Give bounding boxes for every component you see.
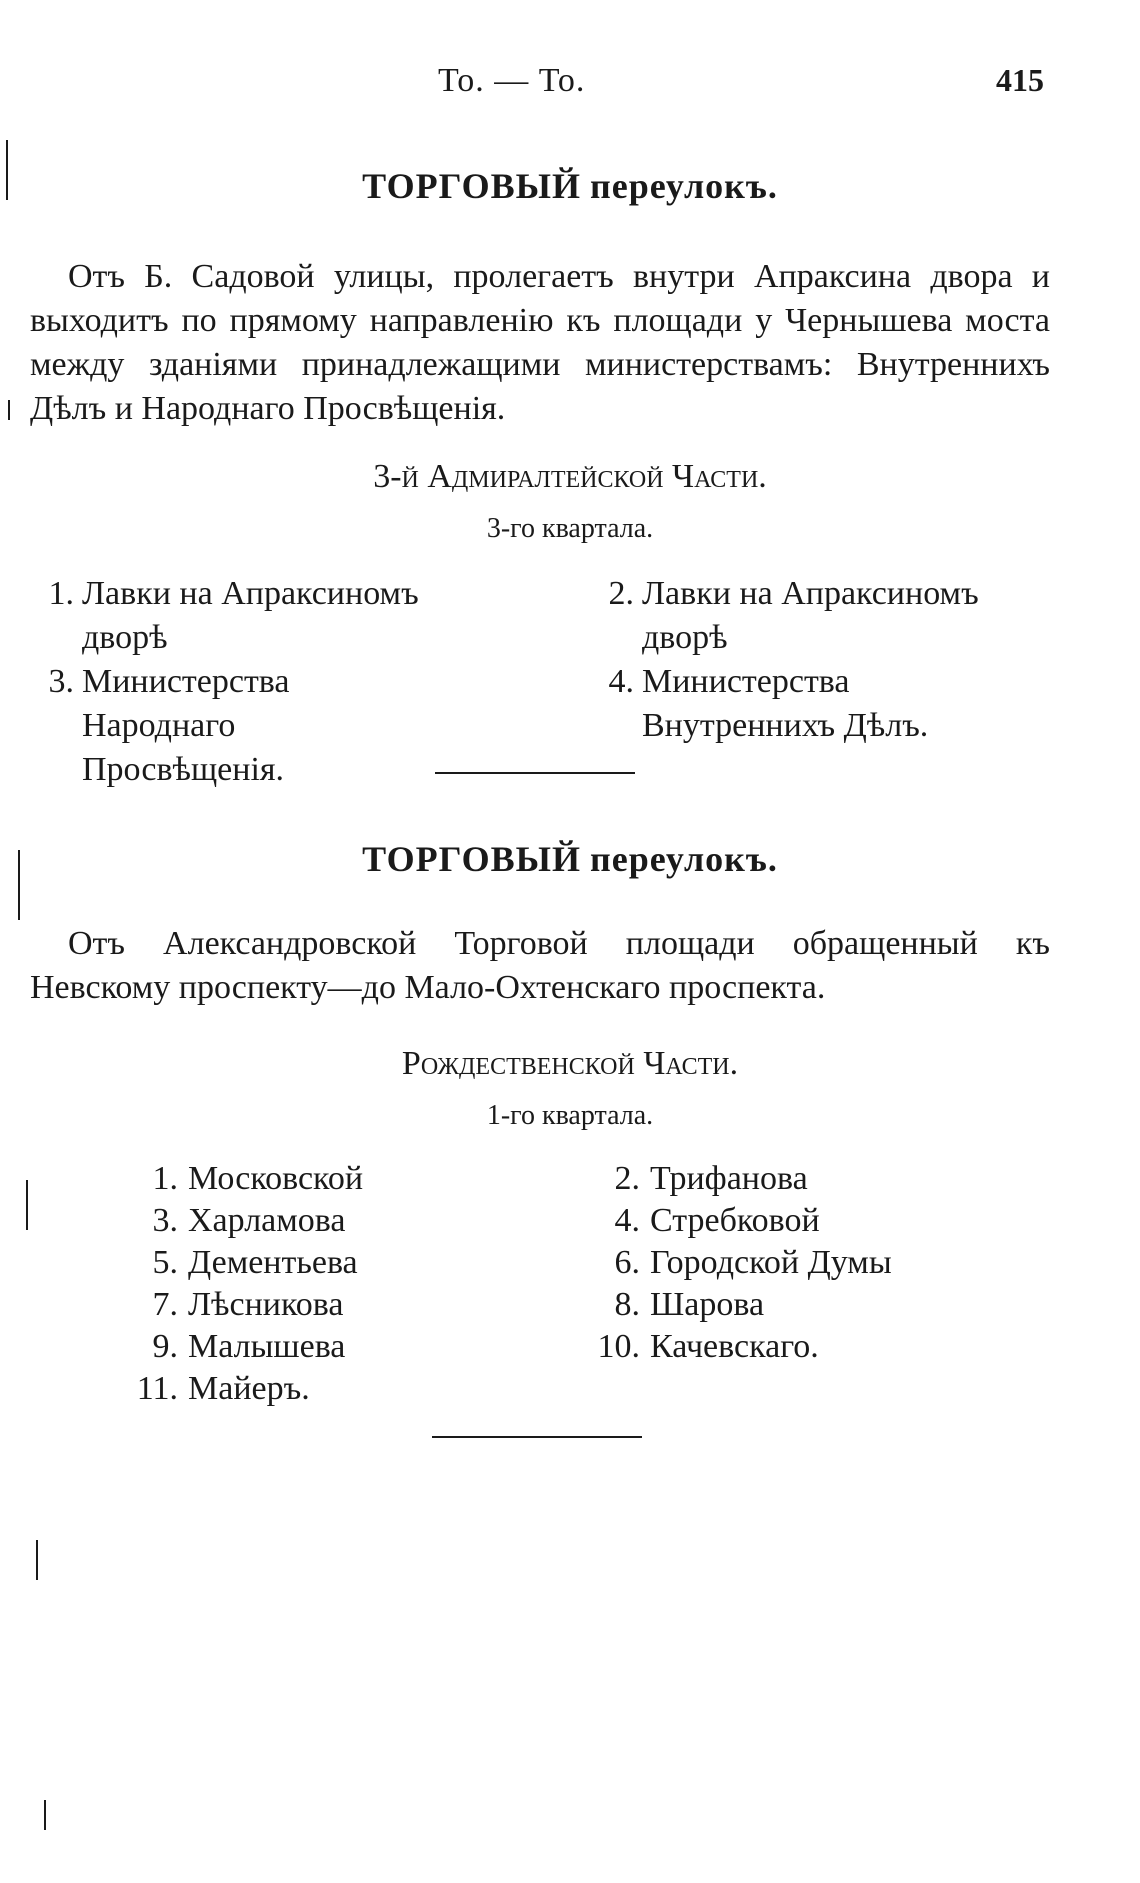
list-item [30, 660, 442, 792]
list-item-number: 3. [152, 1202, 178, 1239]
list-item-number: 11. [136, 1370, 178, 1407]
section2-title-bold: ТОРГОВЫЙ [362, 839, 582, 879]
list-item-text: Майеръ. [188, 1370, 310, 1407]
section1-title-bold: ТОРГОВЫЙ [362, 166, 582, 206]
list-item-number: 6. [614, 1244, 640, 1281]
page-header [0, 62, 1140, 112]
list-item [582, 1326, 892, 1368]
list-item-number: 10. [597, 1328, 640, 1365]
scan-margin-mark [26, 1180, 28, 1230]
section2-description: Отъ Александровской Торговой площади обращенный къ Невскому проспекту—до Мало-Охтенскаго проспекта. [30, 925, 1050, 1006]
list-item-text: Качевскаго. [650, 1328, 819, 1365]
running-title: То. — То. [438, 62, 586, 99]
list-item-number: 2. [608, 575, 634, 612]
list-item-number: 4. [614, 1202, 640, 1239]
list-item-text: Шарова [650, 1286, 765, 1323]
list-item [120, 1284, 363, 1326]
list-item-number: 7. [152, 1286, 178, 1323]
list-item-number: 9. [152, 1328, 178, 1365]
list-item [120, 1368, 363, 1410]
list-item-number: 8. [614, 1286, 640, 1323]
list-item [120, 1326, 363, 1368]
section1-quarter: 3-го квартала. [486, 513, 654, 544]
list-item-number: 1. [152, 1160, 178, 1197]
list-item-text: Городской Думы [650, 1244, 892, 1281]
list-item-text: Лавки на Апраксиномъ дворѣ [82, 575, 419, 656]
section2-district: Рождественской Части. [401, 1045, 739, 1082]
list-item [590, 660, 1002, 748]
list-item-number: 2. [614, 1160, 640, 1197]
list-item [582, 1242, 892, 1284]
page-number: 415 [996, 62, 1044, 98]
section1-title-rest: переулокъ. [590, 166, 778, 206]
list-item [582, 1200, 892, 1242]
section-divider [432, 1436, 642, 1438]
list-item-text: Лавки на Апраксиномъ дворѣ [642, 575, 979, 656]
section1-title [0, 165, 1140, 207]
list-item-text: Московской [188, 1160, 364, 1197]
section1-description: Отъ Б. Садовой улицы, пролегаетъ внутри Апраксина двора и выходитъ по прямому направленію къ площади у Чернышева моста между зданіями принадлежащими министерствамъ: Внутреннихъ Дѣлъ и Народнаго Просвѣщенія. [30, 258, 1050, 427]
section2-list-right [582, 1158, 892, 1368]
list-item-number: 5. [152, 1244, 178, 1281]
section2-title [0, 838, 1140, 880]
list-item [582, 1158, 892, 1200]
list-item-text: Малышева [188, 1328, 346, 1365]
section2-quarter: 1-го квартала. [486, 1100, 654, 1131]
section1-list-right [590, 572, 1002, 748]
section1-district: 3-й Адмиралтейской Части. [373, 458, 767, 495]
section2-list-left [120, 1158, 363, 1410]
list-item [120, 1158, 363, 1200]
list-item [582, 1284, 892, 1326]
list-item-number: 4. [608, 663, 634, 700]
list-item [120, 1200, 363, 1242]
list-item [30, 572, 442, 660]
list-item [120, 1242, 363, 1284]
list-item [590, 572, 1002, 660]
list-item-text: Трифанова [650, 1160, 808, 1197]
scan-margin-mark [8, 400, 10, 420]
section-divider [435, 772, 635, 774]
list-item-text: Лѣсникова [188, 1286, 344, 1323]
section1-list-left [30, 572, 442, 792]
list-item-text: Дементьева [188, 1244, 358, 1281]
section2-title-rest: переулокъ. [590, 839, 778, 879]
list-item-text: Харламова [188, 1202, 346, 1239]
list-item-text: Министерства Народнаго Просвѣщенія. [82, 663, 290, 788]
scan-margin-mark [44, 1800, 46, 1830]
scan-margin-mark [36, 1540, 38, 1580]
list-item-text: Министерства Внутреннихъ Дѣлъ. [642, 663, 929, 744]
list-item-number: 3. [48, 663, 74, 700]
list-item-number: 1. [48, 575, 74, 612]
list-item-text: Стребковой [650, 1202, 820, 1239]
